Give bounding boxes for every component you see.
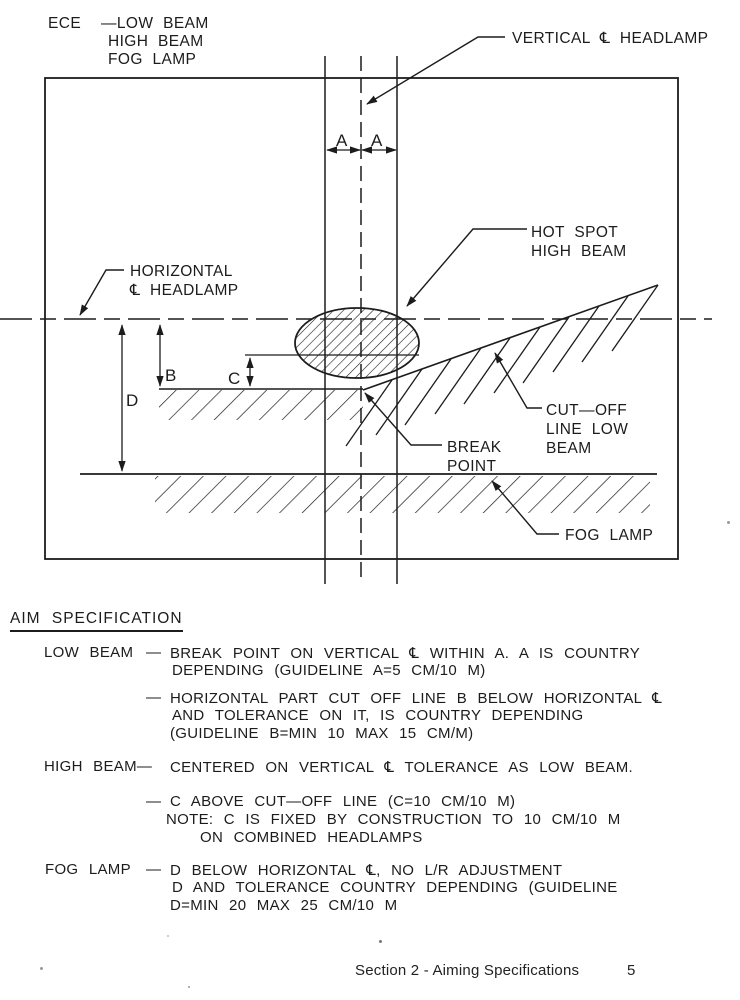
leader-vertical-cl <box>367 37 505 104</box>
hot-spot-ellipse <box>295 308 419 378</box>
spec-low-beam-label: LOW BEAM <box>44 644 134 661</box>
dim-c-label: C <box>228 369 241 388</box>
spec-fog-lamp-line1: D BELOW HORIZONTAL ℄, NO L/R ADJUSTMENT <box>170 862 563 879</box>
spec-high-beam-line1: CENTERED ON VERTICAL ℄ TOLERANCE AS LOW BEAM. <box>170 759 634 776</box>
spec-low-beam-line2: DEPENDING (GUIDELINE A=5 CM/10 M) <box>172 662 486 679</box>
leader-hot-spot <box>407 229 527 306</box>
scan-speck <box>188 986 190 988</box>
spec-fog-lamp-bullet: — <box>146 861 162 878</box>
cut-off-label-line3: BEAM <box>546 440 592 457</box>
spec-high-beam2-line1: C ABOVE CUT—OFF LINE (C=10 CM/10 M) <box>170 793 516 810</box>
spec-fog-lamp-line2: D AND TOLERANCE COUNTRY DEPENDING (GUIDELINE <box>172 879 618 896</box>
horizontal-cl-label-line2: ℄ HEADLAMP <box>130 282 239 299</box>
spec-fog-lamp-label: FOG LAMP <box>45 861 131 878</box>
vertical-cl-label: VERTICAL ℄ HEADLAMP <box>512 30 709 47</box>
spec-high-beam2-line3: ON COMBINED HEADLAMPS <box>200 829 423 846</box>
cut-off-label-line2: LINE LOW <box>546 421 629 438</box>
spec-low-beam2-line3: (GUIDELINE B=MIN 10 MAX 15 CM/M) <box>170 725 474 742</box>
cut-off-label-line1: CUT—OFF <box>546 402 628 419</box>
spec-fog-lamp-line3: D=MIN 20 MAX 25 CM/10 M <box>170 897 398 914</box>
spec-low-beam-bullet: — <box>146 644 162 661</box>
fog-lamp-label: FOG LAMP <box>565 527 654 544</box>
scan-speck <box>727 521 730 524</box>
dim-d-label: D <box>126 391 139 410</box>
spec-low-beam-line1: BREAK POINT ON VERTICAL ℄ WITHIN A. A IS COUNTRY <box>170 645 641 662</box>
ece-label-line3: FOG LAMP <box>108 51 197 68</box>
footer-page-number: 5 <box>627 962 636 979</box>
dim-a-left-label: A <box>336 131 348 150</box>
spec-low-beam2-line1: HORIZONTAL PART CUT OFF LINE B BELOW HORIZONTAL ℄ <box>170 690 663 707</box>
ece-label-line2: HIGH BEAM <box>108 33 204 50</box>
hot-spot-label-line2: HIGH BEAM <box>531 243 627 260</box>
hot-spot-label-line1: HOT SPOT <box>531 224 619 241</box>
scan-speck <box>40 967 43 970</box>
spec-low-beam2-line2: AND TOLERANCE ON IT, IS COUNTRY DEPENDING <box>172 707 584 724</box>
ece-label-line1: —LOW BEAM <box>101 15 209 32</box>
scan-speck <box>167 935 169 937</box>
ece-label-prefix: ECE <box>48 15 82 32</box>
horizontal-cl-label-line1: HORIZONTAL <box>130 263 233 280</box>
leader-break-point <box>365 393 442 445</box>
spec-high-beam2-bullet: — <box>146 793 162 810</box>
fog-lamp-hatch-band <box>155 476 650 513</box>
dim-b-label: B <box>165 366 177 385</box>
aim-specification-heading: AIM SPECIFICATION <box>10 610 183 632</box>
cutoff-hatch-band <box>159 390 363 420</box>
footer-section-title: Section 2 - Aiming Specifications <box>355 962 580 979</box>
dim-a-right-label: A <box>371 131 383 150</box>
scan-speck <box>379 940 382 943</box>
break-point-label-line2: POINT <box>447 458 497 475</box>
break-point-label-line1: BREAK <box>447 439 502 456</box>
spec-high-beam2-line2: NOTE: C IS FIXED BY CONSTRUCTION TO 10 CM/10 M <box>166 811 621 828</box>
spec-low-beam2-bullet: — <box>146 689 162 706</box>
leader-horizontal-cl <box>80 270 124 315</box>
spec-high-beam-label: HIGH BEAM— <box>44 758 153 775</box>
